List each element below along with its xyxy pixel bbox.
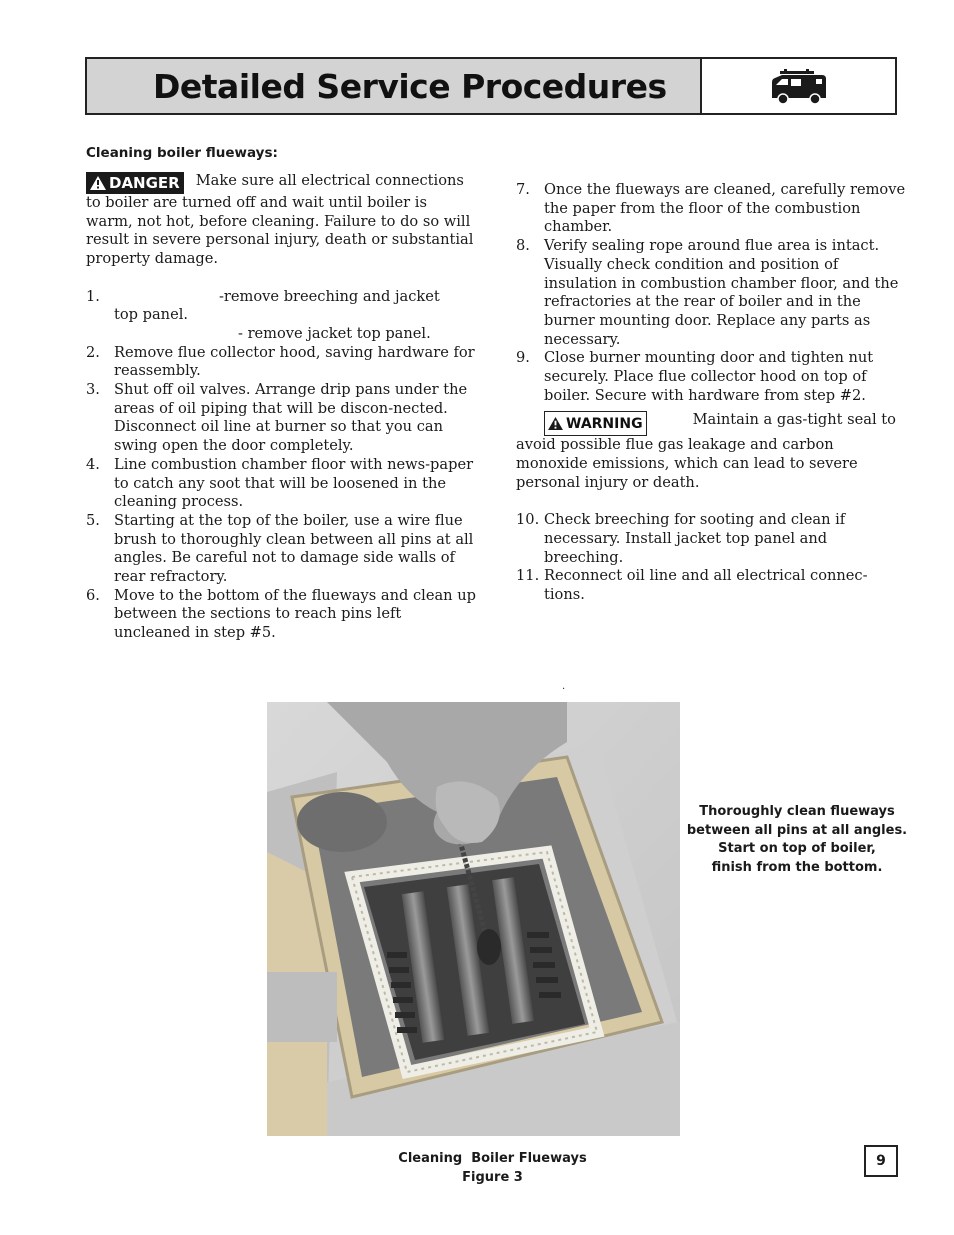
steps-list-left — [86, 288, 478, 643]
warning-badge — [544, 411, 647, 436]
step-number: 3. — [86, 381, 100, 399]
list-item — [86, 456, 478, 512]
warning-label: WARNING — [566, 415, 643, 432]
step-text: Starting at the top of the boiler, use a wire flue brush to thoroughly clean between all pins at all angles. Be careful not to damage side walls of rear refractory. — [114, 511, 474, 586]
stray-mark: . — [562, 681, 566, 692]
steps-list-right — [516, 181, 906, 405]
step-text: Verify sealing rope around flue area is intact. Visually check condition and position of insulation in combustion chamber floor, and the refractories at the rear of boiler and in the burner mounting door. Replace any parts as necessary. — [544, 237, 899, 348]
list-item — [516, 567, 906, 604]
figure-title: Cleaning Boiler Flueways — [398, 1151, 587, 1166]
caption-line: Start on top of boiler, — [718, 841, 876, 857]
step-number: 7. — [516, 181, 530, 198]
list-item — [86, 512, 478, 587]
danger-badge — [86, 172, 184, 194]
warning-text: Maintain a gas-tight seal to avoid possible flue gas leakage and carbon monoxide emissions, which can lead to severe personal injury or death. — [516, 411, 896, 491]
step-text: Move to the bottom of the flueways and clean up between the sections to reach pins left uncleaned in step #5. — [114, 586, 476, 642]
list-item — [86, 344, 478, 381]
step-number: 9. — [516, 349, 530, 367]
figure-caption — [350, 1150, 635, 1187]
photo-side-caption — [686, 803, 908, 878]
steps-list-right-2 — [516, 511, 906, 605]
danger-text: Make sure all electrical connections to boiler are turned off and wait until boiler is warm, not hot, before cleaning. Failure to do so will result in severe personal injury, death or substantial property damage. — [86, 172, 474, 268]
header-title-box — [87, 59, 702, 113]
left-column — [86, 172, 478, 643]
caption-line: between all pins at all angles. — [686, 822, 908, 838]
figure-label: Figure 3 — [462, 1169, 523, 1185]
warning-triangle-icon — [90, 176, 106, 190]
right-column — [516, 181, 906, 605]
list-item — [86, 288, 478, 344]
step-text: Once the flueways are cleaned, carefully remove the paper from the floor of the combustion chamber. — [544, 181, 906, 236]
step-text: - remove jacket top panel. — [238, 324, 431, 342]
list-item — [516, 237, 906, 349]
list-item — [86, 381, 478, 456]
step-text: Line combustion chamber floor with news-paper to catch any soot that will be loosened in the cleaning process. — [114, 455, 474, 511]
section-heading: Cleaning boiler flueways: — [86, 145, 278, 161]
step-number: 10. — [516, 511, 540, 529]
danger-paragraph — [86, 172, 478, 269]
step-number: 6. — [86, 586, 100, 604]
service-van-icon — [768, 68, 830, 104]
step-text: Reconnect oil line and all electrical connec-tions. — [544, 567, 868, 604]
caption-line: Thoroughly clean flueways — [699, 804, 895, 819]
header-icon-box — [702, 59, 895, 113]
step-number: 5. — [86, 511, 100, 529]
step-number: 4. — [86, 455, 100, 473]
page-header — [85, 57, 897, 115]
step-number: 1. — [86, 287, 100, 305]
list-item — [86, 587, 478, 643]
step-number: 11. — [516, 567, 540, 585]
page-number: 9 — [864, 1145, 898, 1177]
step-text: Check breeching for sooting and clean if necessary. Install jacket top panel and breeching. — [544, 511, 846, 566]
caption-line: finish from the bottom. — [711, 860, 883, 876]
boiler-flueway-photo — [267, 702, 680, 1136]
step-text: Close burner mounting door and tighten nut securely. Place flue collector hood on top of boiler. Secure with hardware from step #2. — [544, 349, 874, 404]
list-item — [516, 349, 906, 405]
step-number: 2. — [86, 343, 100, 361]
list-item — [516, 511, 906, 567]
list-item — [516, 181, 906, 237]
step-text: -remove breeching and jacket — [219, 287, 440, 305]
step-text: top panel. — [114, 306, 189, 324]
warning-triangle-icon — [548, 417, 563, 430]
danger-label: DANGER — [109, 173, 180, 192]
step-text: Remove flue collector hood, saving hardware for reassembly. — [114, 343, 475, 380]
step-text: Shut off oil valves. Arrange drip pans under the areas of oil piping that will be discon-nected. Disconnect oil line at burner so that you can swing open the door completely. — [114, 381, 468, 455]
page-title: Detailed Service Procedures — [153, 66, 667, 106]
warning-paragraph — [516, 411, 906, 492]
step-number: 8. — [516, 237, 530, 255]
